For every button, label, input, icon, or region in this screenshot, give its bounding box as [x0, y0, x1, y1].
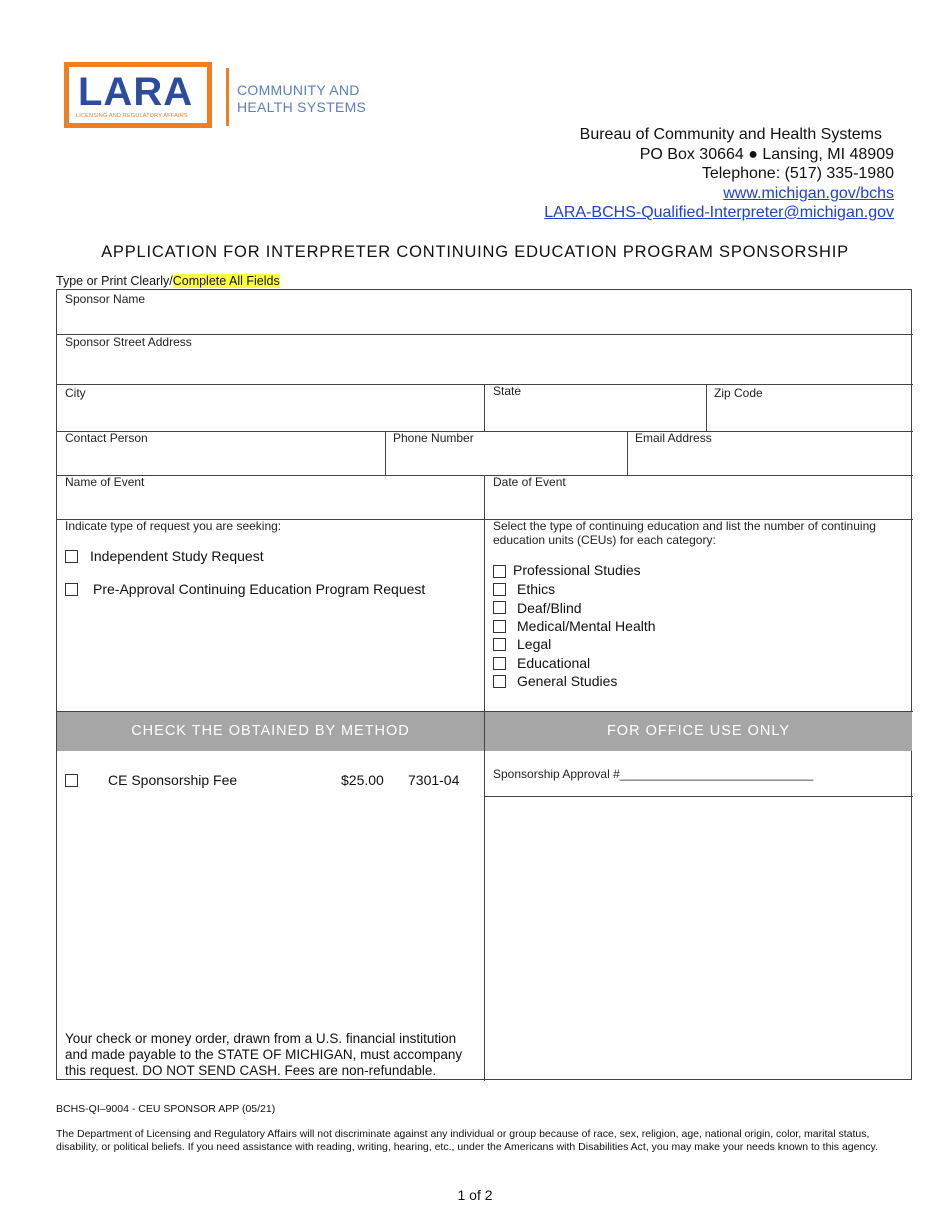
fee-label: CE Sponsorship Fee [108, 772, 238, 788]
ce-type-prompt [493, 519, 876, 547]
ce-label-ethics: Ethics [517, 581, 556, 597]
telephone: Telephone: (517) 335-1980 [701, 165, 894, 182]
ce-label-professional: Professional Studies [513, 562, 641, 578]
logo-subtitle: LICENSING AND REGULATORY AFFAIRS [76, 113, 188, 119]
event-date-field[interactable]: Date of Event [493, 475, 566, 489]
ce-label-general: General Studies [517, 673, 618, 689]
sponsor-name-field[interactable]: Sponsor Name [65, 292, 146, 306]
ce-checkbox-educational[interactable] [493, 657, 506, 670]
state-field[interactable]: State [493, 384, 522, 398]
ce-checkbox-medical[interactable] [493, 620, 506, 633]
rule [484, 796, 913, 797]
instructions-highlight: Complete All Fields [172, 274, 280, 288]
rule [484, 475, 485, 1081]
rule [627, 431, 628, 475]
rule [484, 384, 485, 431]
event-name-field[interactable]: Name of Event [65, 475, 145, 489]
instructions-prefix: Type or Print Clearly/ [56, 274, 173, 288]
payment-note-line2: and made payable to the STATE OF MICHIGAN, must accompany [65, 1047, 463, 1062]
application-form [56, 289, 912, 1080]
rule [57, 475, 913, 476]
pre-approval-label: Pre-Approval Continuing Education Program Request [93, 581, 426, 597]
payment-note-line3: this request. DO NOT SEND CASH. Fees are non-refundable. [65, 1063, 437, 1078]
zip-field[interactable]: Zip Code [714, 386, 763, 400]
page-number: 1 of 2 [457, 1187, 493, 1203]
ce-checkbox-deafblind[interactable] [493, 601, 506, 614]
obtained-by-band: CHECK THE OBTAINED BY METHOD [57, 712, 484, 751]
fee-checkbox[interactable] [65, 774, 78, 787]
email-link[interactable]: LARA-BCHS-Qualified-Interpreter@michigan.gov [544, 204, 894, 221]
ce-checkbox-legal[interactable] [493, 638, 506, 651]
logo-divider [226, 68, 229, 126]
email-field[interactable]: Email Address [635, 431, 712, 445]
address-block [544, 125, 894, 223]
instructions [56, 274, 280, 288]
ce-checkbox-general[interactable] [493, 675, 506, 688]
po-box: PO Box 30664 ● Lansing, MI 48909 [639, 145, 894, 163]
ce-label-legal: Legal [517, 636, 552, 652]
independent-study-label: Independent Study Request [90, 548, 264, 564]
logo-tagline [237, 82, 366, 116]
form-title: APPLICATION FOR INTERPRETER CONTINUING EDUCATION PROGRAM SPONSORSHIP [101, 243, 849, 261]
ce-type-prompt-line2: education units (CEUs) for each category: [493, 533, 716, 547]
ce-checkbox-ethics[interactable] [493, 583, 506, 596]
website-link[interactable]: www.michigan.gov/bchs [723, 184, 894, 202]
ce-checkbox-professional[interactable] [493, 565, 506, 578]
rule [706, 384, 707, 431]
fee-amount: $25.00 [341, 772, 384, 788]
rule [57, 431, 913, 432]
fee-code: 7301-04 [408, 772, 460, 788]
form-code: BCHS-QI–9004 - CEU SPONSOR APP (05/21) [56, 1103, 276, 1115]
rule [57, 384, 913, 385]
bureau-name: Bureau of Community and Health Systems [579, 126, 882, 143]
phone-field[interactable]: Phone Number [393, 431, 474, 445]
rule [385, 431, 386, 475]
logo-tagline-line2: HEALTH SYSTEMS [237, 99, 367, 115]
payment-note [65, 1031, 462, 1079]
ce-label-medical: Medical/Mental Health [517, 618, 656, 634]
ce-type-prompt-line1: Select the type of continuing education and list the number of continuing [493, 519, 876, 533]
city-field[interactable]: City [65, 386, 86, 400]
ce-label-deafblind: Deaf/Blind [517, 600, 582, 616]
logo-tagline-line1: COMMUNITY AND [237, 82, 360, 98]
request-type-prompt: Indicate type of request you are seeking: [65, 519, 282, 533]
office-use-band: FOR OFFICE USE ONLY [485, 712, 912, 751]
logo-wordmark: LARA [78, 70, 194, 114]
nondiscrimination-notice: The Department of Licensing and Regulatory Affairs will not discriminate against any individual or group because of race, sex, religion, age, national origin, color, marital status, disability, or political beliefs. If you need assistance with reading, writing, hearing, etc., under the Americans with Disabilities Act, you may make your needs known to this agency. [56, 1128, 878, 1153]
contact-person-field[interactable]: Contact Person [65, 431, 148, 445]
sponsor-street-field[interactable]: Sponsor Street Address [65, 335, 192, 349]
approval-number-field[interactable]: Sponsorship Approval #_____________________________ [493, 767, 814, 781]
ce-label-educational: Educational [517, 655, 591, 671]
independent-study-checkbox[interactable] [65, 550, 78, 563]
payment-note-line1: Your check or money order, drawn from a U.S. financial institution [65, 1031, 457, 1046]
pre-approval-checkbox[interactable] [65, 583, 78, 596]
